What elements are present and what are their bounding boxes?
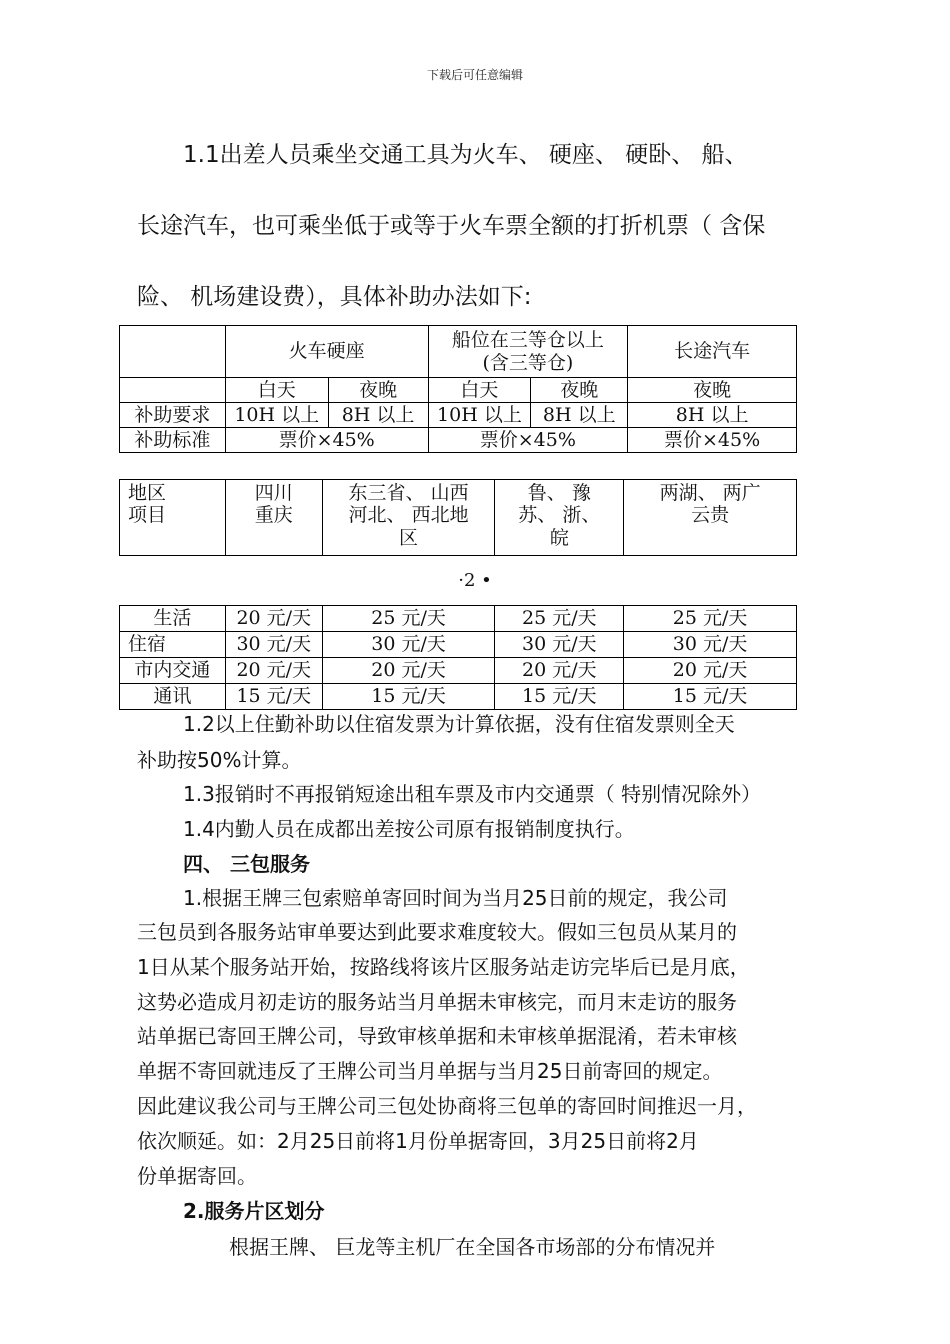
para-s1-line: 1日从某个服务站开始，按路线将该片区服务站走访完毕后已是月底，: [137, 955, 750, 979]
table-cell: 15 元/天: [225, 684, 322, 710]
table-cell: 30 元/天: [624, 632, 797, 658]
col-ship: 船位在三等仓以上 (含三等仓): [428, 326, 628, 378]
table-cell: 15 元/天: [322, 684, 495, 710]
region-header-table: [119, 479, 797, 556]
table-cell: 25 元/天: [322, 606, 495, 632]
table-cell: 30 元/天: [322, 632, 495, 658]
subsection-heading-2: 2.服务片区划分: [183, 1199, 325, 1223]
table-cell: 10H 以上: [428, 403, 531, 428]
table-cell: [120, 378, 226, 403]
intro-line-1: 1.1出差人员乘坐交通工具为火车、 硬座、 硬卧、 船、: [183, 142, 748, 168]
sub-day: 白天: [428, 378, 531, 403]
row-label-lodging: 住宿: [120, 632, 226, 658]
row-label-local-transport: 市内交通: [120, 658, 226, 684]
table-corner: [120, 326, 226, 378]
para-1-3: 1.3报销时不再报销短途出租车票及市内交通票（ 特别情况除外）: [183, 782, 762, 806]
para-1-2-line-1: 1.2以上住勤补助以住宿发票为计算依据，没有住宿发票则全天: [183, 712, 735, 736]
table-cell: 15 元/天: [495, 684, 624, 710]
col-train: 火车硬座: [225, 326, 428, 378]
row-label-communication: 通讯: [120, 684, 226, 710]
table-cell: 10H 以上: [225, 403, 328, 428]
row-label-requirement: 补助要求: [120, 403, 226, 428]
table-cell: 票价×45%: [225, 428, 428, 453]
region-northeast: 东三省、 山西 河北、 西北地 区: [322, 480, 495, 556]
para-s1-line: 三包员到各服务站审单要达到此要求难度较大。假如三包员从某月的: [137, 920, 737, 944]
para-s1-line: 份单据寄回。: [137, 1164, 257, 1188]
para-s1-line: 因此建议我公司与王牌公司三包处协商将三包单的寄回时间推迟一月，: [137, 1094, 757, 1118]
intro-line-2: 长途汽车，也可乘坐低于或等于火车票全额的打折机票（ 含保: [137, 213, 766, 239]
table-cell: 25 元/天: [624, 606, 797, 632]
allowance-table: [119, 605, 797, 710]
row-label-living: 生活: [120, 606, 226, 632]
intro-line-3: 险、 机场建设费），具体补助办法如下:: [137, 284, 532, 310]
sub-night: 夜晚: [531, 378, 628, 403]
para-s1-line: 这势必造成月初走访的服务站当月单据未审核完，而月末走访的服务: [137, 990, 737, 1014]
page-header: 下载后可任意编辑: [426, 68, 523, 82]
table-cell: 20 元/天: [495, 658, 624, 684]
table-cell: 15 元/天: [624, 684, 797, 710]
table-cell: 20 元/天: [322, 658, 495, 684]
col-bus: 长途汽车: [628, 326, 797, 378]
table-cell: 20 元/天: [624, 658, 797, 684]
para-s1-line: 站单据已寄回王牌公司，导致审核单据和未审核单据混淆，若未审核: [137, 1024, 737, 1048]
sub-night: 夜晚: [328, 378, 428, 403]
para-s1-line: 单据不寄回就违反了王牌公司当月单据与当月25日前寄回的规定。: [137, 1059, 723, 1083]
table-cell: 票价×45%: [628, 428, 797, 453]
table-cell: 30 元/天: [225, 632, 322, 658]
para-1-4: 1.4内勤人员在成都出差按公司原有报销制度执行。: [183, 817, 635, 841]
para-1-2-line-2: 补助按50%计算。: [137, 748, 302, 772]
table-cell: 8H 以上: [531, 403, 628, 428]
table-cell: 20 元/天: [225, 658, 322, 684]
sub-night: 夜晚: [628, 378, 797, 403]
table-cell: 20 元/天: [225, 606, 322, 632]
para-s1-line: 依次顺延。如：2月25日前将1月份单据寄回，3月25日前将2月: [137, 1129, 699, 1153]
section-heading-4: 四、 三包服务: [183, 852, 310, 876]
sub-day: 白天: [225, 378, 328, 403]
transport-subsidy-table: [119, 325, 797, 453]
page-number: ·2 •: [458, 570, 492, 591]
table-cell: 8H 以上: [328, 403, 428, 428]
region-south: 两湖、 两广 云贵: [624, 480, 797, 556]
table-cell: 30 元/天: [495, 632, 624, 658]
table-cell: 8H 以上: [628, 403, 797, 428]
table-cell: 票价×45%: [428, 428, 628, 453]
row-label-standard: 补助标准: [120, 428, 226, 453]
para-last-line: 根据王牌、 巨龙等主机厂在全国各市场部的分布情况并: [229, 1235, 716, 1259]
region-east: 鲁、 豫 苏、 浙、 皖: [495, 480, 624, 556]
para-s1-line: 1.根据王牌三包索赔单寄回时间为当月25日前的规定，我公司: [183, 886, 728, 910]
corner-region-item: 地区 项目: [120, 480, 226, 556]
region-sichuan: 四川 重庆: [225, 480, 322, 556]
table-cell: 25 元/天: [495, 606, 624, 632]
